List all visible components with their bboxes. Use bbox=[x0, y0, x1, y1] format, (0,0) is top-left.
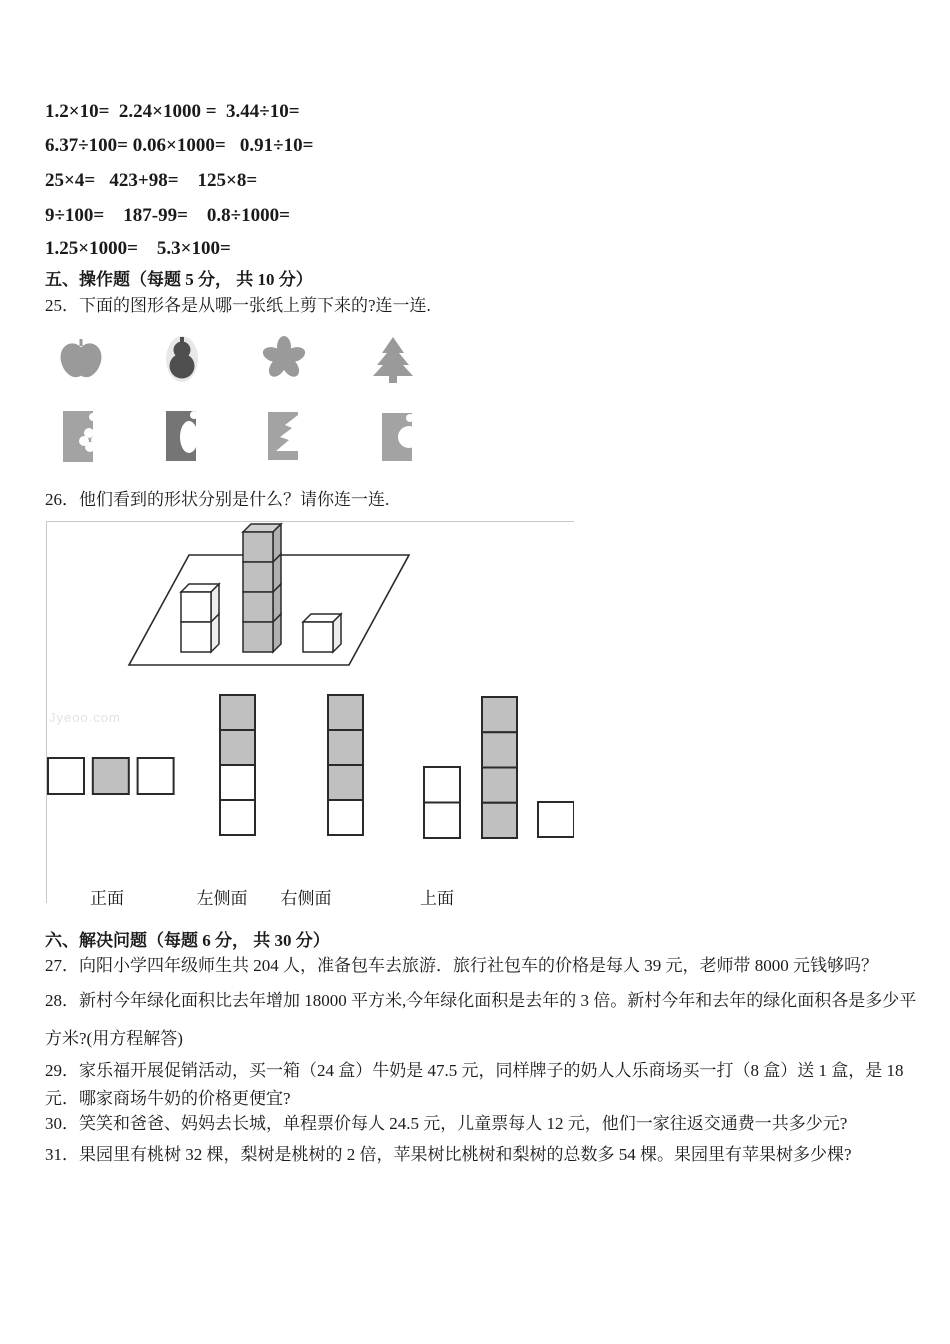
view-square-white bbox=[328, 800, 363, 835]
top-view-label: 上面 bbox=[420, 889, 454, 908]
question-26-figure bbox=[46, 521, 574, 908]
view-square-gray bbox=[482, 768, 517, 803]
view-square-white bbox=[424, 767, 460, 803]
problem-29-line-1: 29．家乐福开展促销活动，买一箱（24 盒）牛奶是 47.5 元，同样牌子的奶人人乐商场买一打（8 盒）送 1 盒，是 18 bbox=[45, 1061, 904, 1080]
problem-28-line-2: 方米?(用方程解答) bbox=[45, 1029, 183, 1048]
view-square-white bbox=[220, 765, 255, 800]
view-square-white bbox=[220, 800, 255, 835]
view-square-gray bbox=[328, 695, 363, 730]
view-square-white bbox=[424, 803, 460, 839]
view-squares-layer bbox=[48, 695, 574, 838]
section-five-heading: 五、操作题（每题 5 分， 共 10 分） bbox=[45, 270, 313, 289]
view-square-gray bbox=[482, 732, 517, 767]
problem-28-line-1: 28．新村今年绿化面积比去年增加 18000 平方米,今年绿化面积是去年的 3 倍。新村今年和去年的绿化面积各是多少平 bbox=[45, 991, 917, 1010]
arithmetic-line: 9÷100= 187-99= 0.8÷1000= bbox=[45, 205, 290, 226]
problem-29-line-2: 元．哪家商场牛奶的价格更便宜? bbox=[45, 1089, 291, 1108]
view-square-gray bbox=[328, 765, 363, 800]
arithmetic-line: 1.2×10= 2.24×1000 = 3.44÷10= bbox=[45, 101, 300, 122]
view-square-gray bbox=[328, 730, 363, 765]
watermark: Jyeoo.com bbox=[49, 710, 121, 725]
arithmetic-line: 1.25×1000= 5.3×100= bbox=[45, 238, 231, 259]
arithmetic-line: 25×4= 423+98= 125×8= bbox=[45, 170, 258, 191]
paper-with-flower-cutout bbox=[63, 411, 99, 462]
paper-with-gourd-cutout bbox=[166, 411, 198, 461]
view-square-white bbox=[538, 802, 574, 837]
section-six-heading: 六、解决问题（每题 6 分， 共 30 分） bbox=[45, 931, 330, 950]
view-square-white bbox=[138, 758, 174, 794]
problem-27: 27．向阳小学四年级师生共 204 人，准备包车去旅游．旅行社包车的价格是每人 39 元，老师带 8000 元钱够吗？ bbox=[45, 956, 878, 975]
view-square-gray bbox=[482, 697, 517, 732]
single-white-cube bbox=[303, 614, 341, 652]
question-25-text: 25．下面的图形各是从哪一张纸上剪下来的?连一连. bbox=[45, 296, 431, 315]
cube-views-drawing bbox=[47, 522, 574, 903]
view-square-white bbox=[48, 758, 84, 794]
question-25-figure bbox=[40, 330, 460, 470]
view-square-gray bbox=[220, 695, 255, 730]
right-side-view-label: 右侧面 bbox=[280, 889, 332, 908]
gray-cube-tower bbox=[243, 524, 281, 652]
question-26-text: 26．他们看到的形状分别是什么？请你连一连. bbox=[45, 490, 390, 509]
front-view-label: 正面 bbox=[90, 889, 124, 908]
gourd-shape bbox=[166, 336, 198, 382]
left-side-view-label: 左侧面 bbox=[196, 889, 248, 908]
white-cube-stack bbox=[181, 584, 219, 652]
paper-with-apple-cutout bbox=[382, 413, 420, 461]
problem-31: 31．果园里有桃树 32 棵，梨树是桃树的 2 倍，苹果树比桃树和梨树的总数多 54 棵。果园里有苹果树多少棵? bbox=[45, 1145, 852, 1164]
view-square-gray bbox=[482, 803, 517, 838]
paper-with-tree-cutout bbox=[268, 412, 298, 460]
view-square-gray bbox=[220, 730, 255, 765]
problem-30: 30．笑笑和爸爸、妈妈去长城，单程票价每人 24.5 元，儿童票每人 12 元，他们一家往返交通费一共多少元? bbox=[45, 1114, 848, 1133]
arithmetic-line: 6.37÷100= 0.06×1000= 0.91÷10= bbox=[45, 135, 314, 156]
view-square-gray bbox=[93, 758, 129, 794]
apple-shape bbox=[61, 339, 102, 377]
pine-tree-shape bbox=[373, 337, 413, 383]
flower-shape bbox=[261, 336, 307, 380]
